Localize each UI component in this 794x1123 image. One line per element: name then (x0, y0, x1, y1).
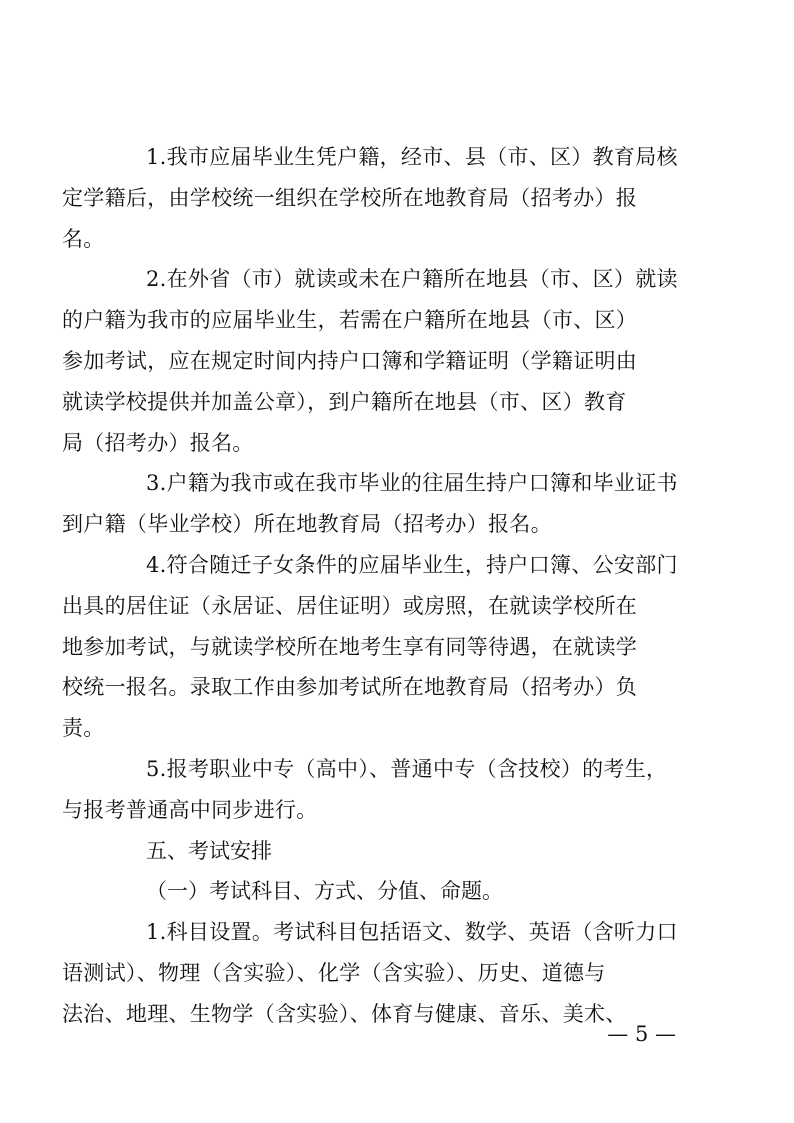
paragraph-line: 参加考试，应在规定时间内持户口簿和学籍证明（学籍证明由 (62, 348, 638, 373)
paragraph-line: 3.户籍为我市或在我市毕业的往届生持户口簿和毕业证书 (146, 471, 678, 496)
paragraph-2 (62, 259, 684, 463)
paragraph-4 (62, 545, 684, 749)
paragraph-5 (62, 749, 684, 831)
page-number: — 5 — (607, 1022, 676, 1046)
paragraph-line: 1.科目设置。考试科目包括语文、数学、英语（含听力口 (146, 920, 678, 945)
subsection-heading: （一）考试科目、方式、分值、命题。 (146, 879, 503, 904)
paragraph-line: 语测试）、物理（含实验）、化学（含实验）、历史、道德与 (62, 960, 606, 985)
paragraph-line: 定学籍后，由学校统一组织在学校所在地教育局（招考办）报 (62, 185, 638, 210)
paragraph-line: 名。 (62, 226, 105, 251)
paragraph-line: 局（招考办）报名。 (62, 430, 254, 455)
paragraph-subjects (62, 912, 684, 1034)
paragraph-line: 5.报考职业中专（高中）、普通中专（含技校）的考生， (146, 756, 668, 781)
document-body (62, 137, 684, 1035)
paragraph-line: 校统一报名。录取工作由参加考试所在地教育局（招考办）负 (62, 675, 638, 700)
paragraph-line: 法治、地理、生物学（含实验）、体育与健康、音乐、美术、 (62, 1001, 627, 1026)
paragraph-line: 的户籍为我市的应届毕业生，若需在户籍所在地县（市、区） (62, 308, 638, 333)
paragraph-3 (62, 463, 684, 545)
paragraph-line: 就读学校提供并加盖公章），到户籍所在地县（市、区）教育 (62, 389, 627, 414)
paragraph-line: 1.我市应届毕业生凭户籍，经市、县（市、区）教育局核 (146, 145, 678, 169)
section-heading: 五、考试安排 (146, 838, 272, 863)
paragraph-1 (62, 137, 684, 259)
paragraph-line: 2.在外省（市）就读或未在户籍所在地县（市、区）就读 (146, 267, 678, 292)
paragraph-line: 与报考普通高中同步进行。 (62, 797, 318, 822)
paragraph-line: 4.符合随迁子女条件的应届毕业生，持户口簿、公安部门 (146, 552, 678, 577)
paragraph-line: 出具的居住证（永居证、居住证明）或房照，在就读学校所在 (62, 593, 638, 618)
paragraph-line: 地参加考试，与就读学校所在地考生享有同等待遇，在就读学 (62, 634, 638, 659)
paragraph-line: 责。 (62, 716, 105, 741)
paragraph-line: 到户籍（毕业学校）所在地教育局（招考办）报名。 (62, 512, 552, 537)
